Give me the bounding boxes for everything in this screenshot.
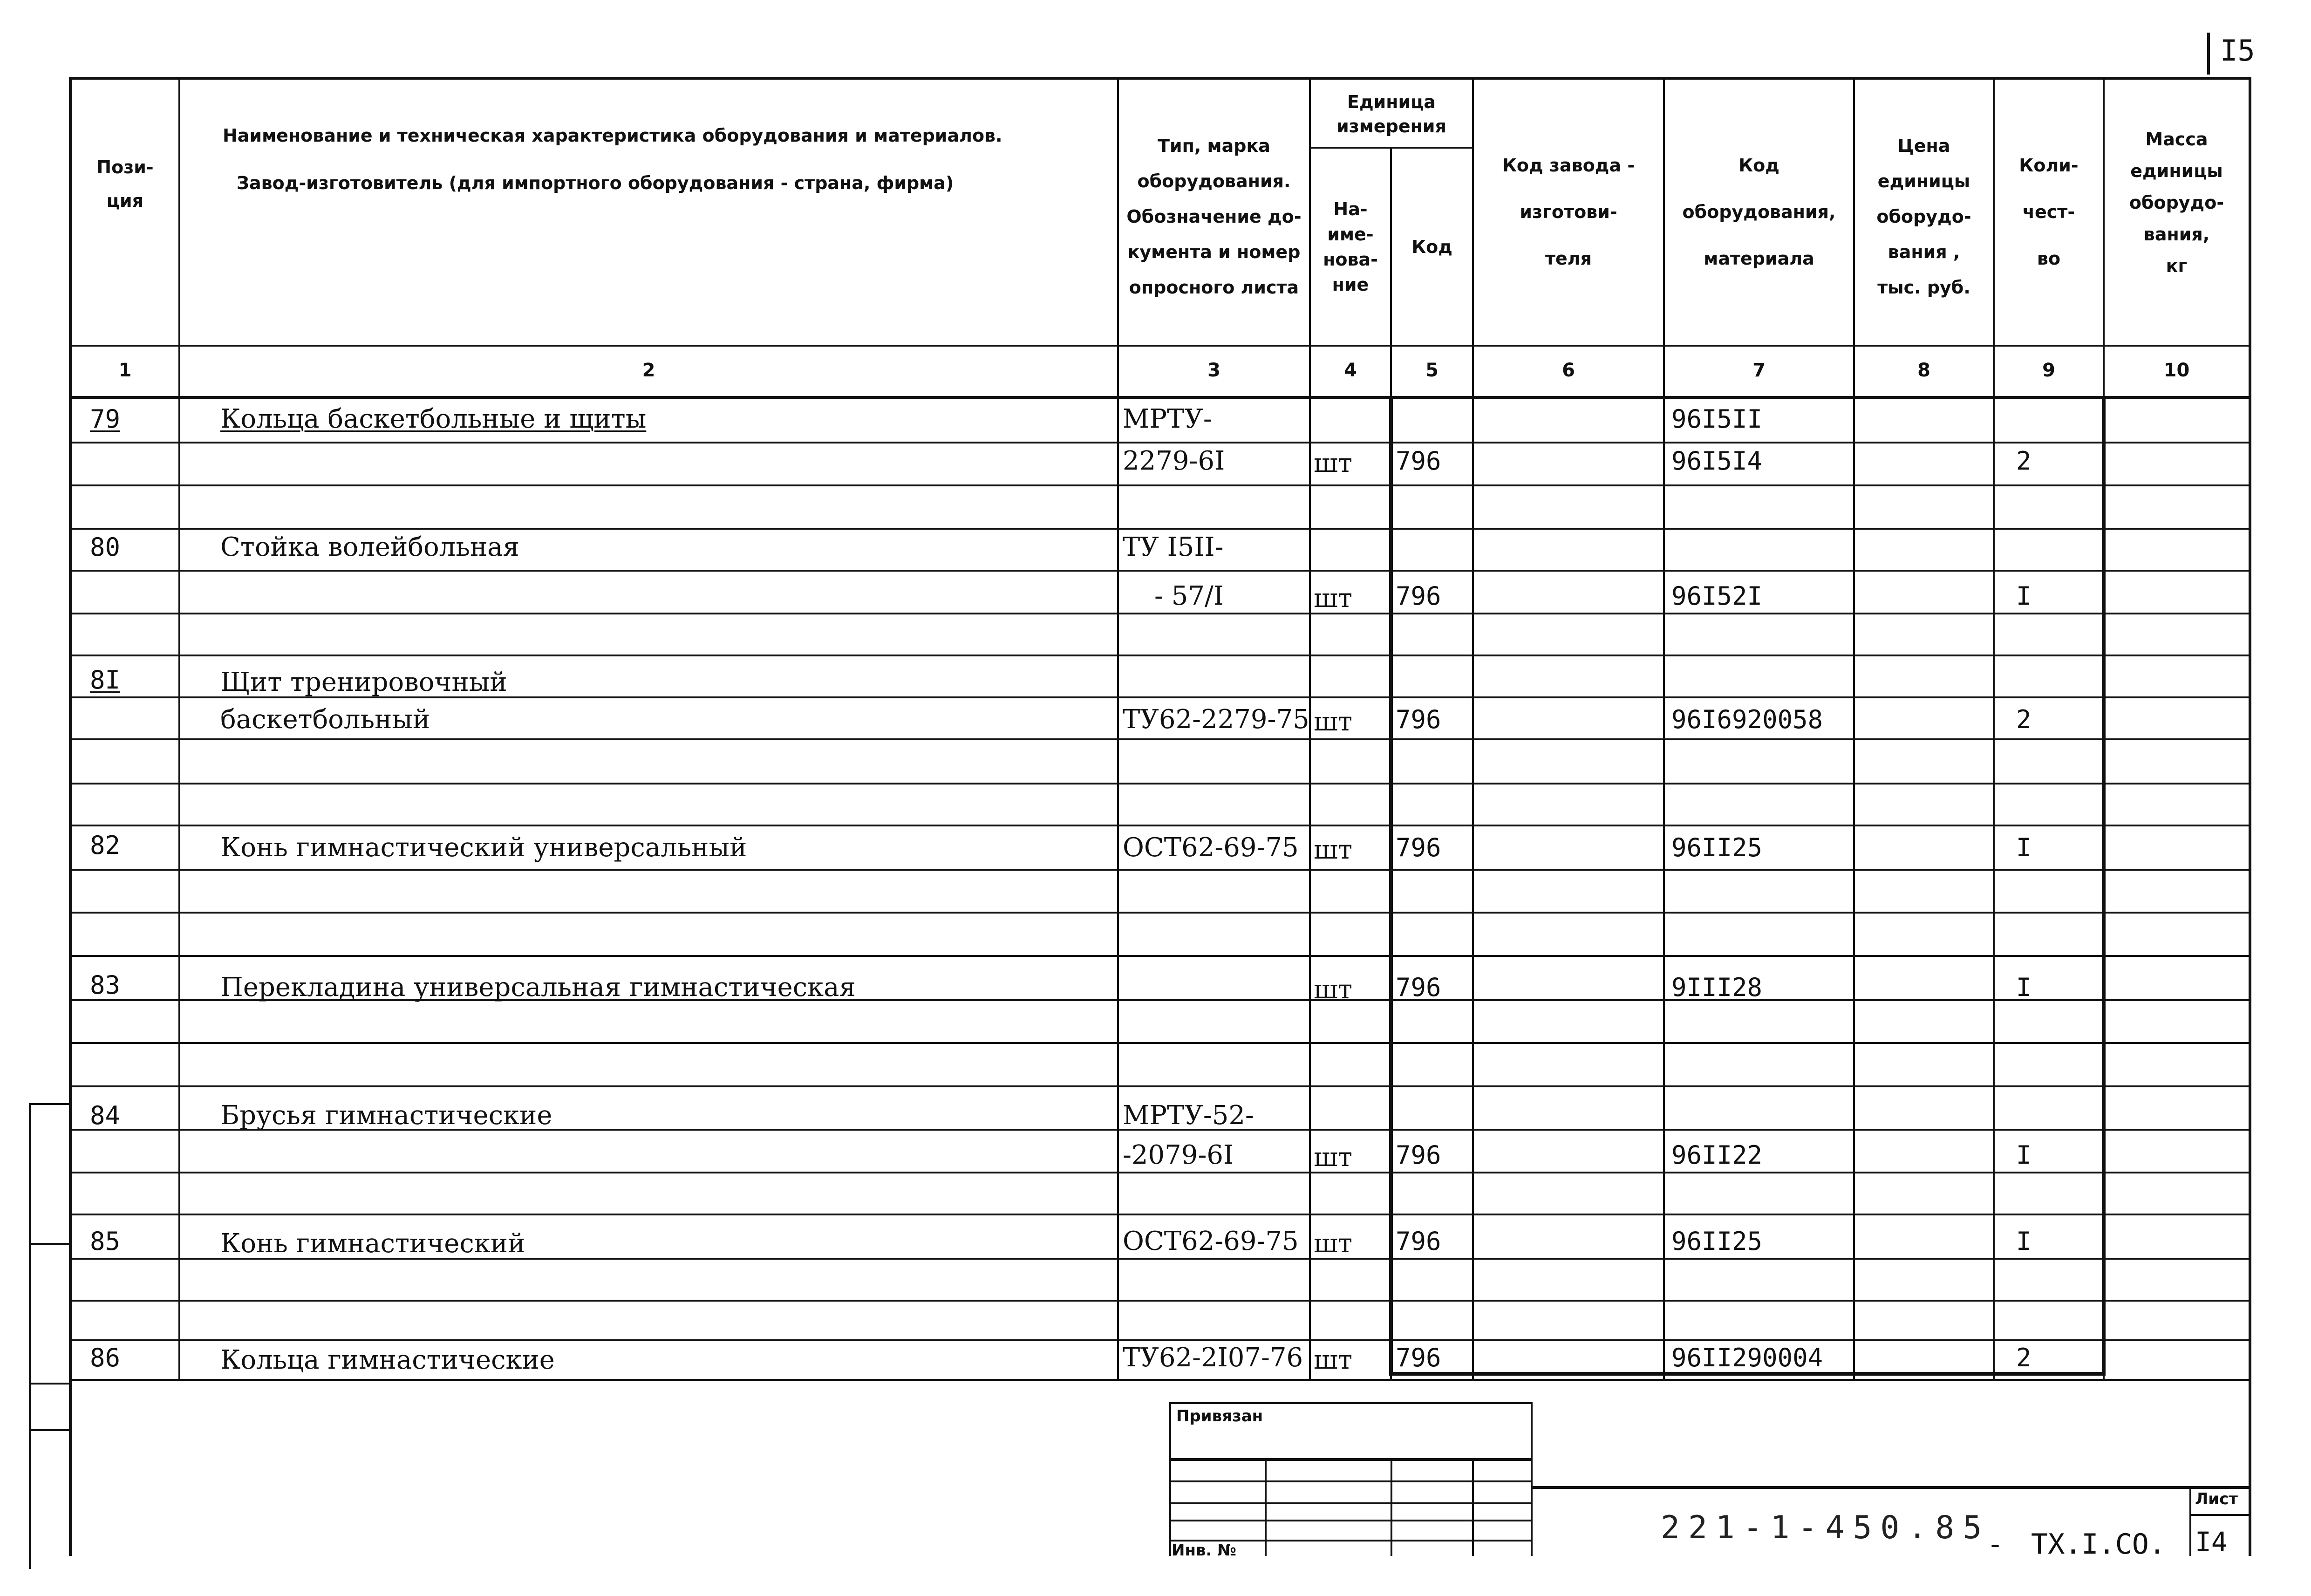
row-unit: шт <box>1314 707 1353 737</box>
row-position: 83 <box>90 970 121 1000</box>
row-equipment-code: 96II290004 <box>1671 1343 1823 1372</box>
row-position: 8I <box>90 665 121 695</box>
row-name: Перекладина универсальная гимнастическая <box>220 972 856 1003</box>
row-name: Конь гимнастический <box>220 1228 525 1259</box>
row-unit: шт <box>1314 1228 1353 1259</box>
row-equipment-code: 96II22 <box>1671 1140 1763 1170</box>
row-type: ОСТ62-69-75 <box>1123 832 1299 863</box>
row-unit-code: 796 <box>1396 705 1441 734</box>
row-quantity: I <box>2016 581 2031 611</box>
row-unit: шт <box>1314 1345 1353 1375</box>
row-name: Щит тренировочный <box>220 667 507 697</box>
header-price: Цена единицы оборудо- вания , тыс. руб. <box>1876 136 1971 298</box>
row-equipment-code: 96I6920058 <box>1671 705 1823 734</box>
dash: - <box>1987 1528 2004 1561</box>
row-quantity: 2 <box>2016 446 2031 476</box>
row-unit: шт <box>1314 1142 1353 1173</box>
sheet-label: Лист <box>2195 1490 2238 1508</box>
row-quantity: I <box>2016 833 2031 862</box>
column-number: 3 <box>1207 360 1220 381</box>
row-quantity: I <box>2016 1140 2031 1170</box>
row-name: баскетбольный <box>220 704 430 735</box>
header-name: Наименование и техническая характеристика оборудования и материалов. Завод-изготовитель (для импортного оборудования - страна, фирма) <box>223 125 1002 193</box>
row-type: 2279-6I <box>1123 446 1225 476</box>
column-number: 7 <box>1752 360 1766 381</box>
column-number: 9 <box>2042 360 2055 381</box>
row-type: ОСТ62-69-75 <box>1123 1226 1299 1256</box>
row-quantity: 2 <box>2016 1343 2031 1372</box>
row-name: Конь гимнастический универсальный <box>220 832 747 863</box>
row-unit: шт <box>1314 583 1353 614</box>
row-name: Кольца гимнастические <box>220 1345 555 1375</box>
row-type: ТУ62-2I07-76 <box>1123 1343 1303 1373</box>
row-position: 79 <box>90 404 121 434</box>
row-unit-code: 796 <box>1396 1140 1441 1170</box>
column-number: 2 <box>642 360 655 381</box>
column-number: 4 <box>1344 360 1357 381</box>
section-code: TX.I.CO. <box>2031 1528 2166 1561</box>
row-equipment-code: 96I5I4 <box>1671 446 1763 476</box>
row-name: Стойка волейбольная <box>220 532 519 562</box>
row-unit-code: 796 <box>1396 973 1441 1002</box>
row-position: 82 <box>90 831 121 860</box>
column-number: 1 <box>118 360 132 381</box>
header-quantity: Коли- чест- во <box>2019 155 2079 269</box>
sheet-number: I4 <box>2195 1526 2228 1558</box>
row-type: МРТУ-52- <box>1123 1100 1254 1131</box>
header-unit-group: Единица измерения <box>1336 92 1446 136</box>
row-equipment-code: 96I52I <box>1671 581 1763 611</box>
row-type: МРТУ- <box>1123 404 1212 434</box>
header-factory-code: Код завода - изготови- теля <box>1502 155 1635 269</box>
row-position: 80 <box>90 532 121 562</box>
row-position: 85 <box>90 1227 121 1256</box>
row-unit-code: 796 <box>1396 446 1441 476</box>
row-position: 86 <box>90 1343 121 1372</box>
row-equipment-code: 96II25 <box>1671 1227 1763 1256</box>
row-unit: шт <box>1314 975 1353 1005</box>
row-equipment-code: 96I5II <box>1671 404 1763 434</box>
row-type: ТУ62-2279-75 <box>1123 704 1309 735</box>
document-code: 221-1-450.85 <box>1661 1509 1991 1546</box>
row-equipment-code: 96II25 <box>1671 833 1763 862</box>
row-name: Кольца баскетбольные и щиты <box>220 404 647 434</box>
row-quantity: I <box>2016 973 2031 1002</box>
header-equipment-code: Код оборудования, материала <box>1682 155 1836 269</box>
row-quantity: 2 <box>2016 705 2031 734</box>
header-unit-code: Код <box>1411 237 1452 257</box>
specification-table <box>69 77 2250 1381</box>
margin-binding-line <box>29 1103 31 1569</box>
column-number: 10 <box>2163 360 2190 381</box>
column-number: 8 <box>1917 360 1930 381</box>
row-equipment-code: 9III28 <box>1671 973 1763 1002</box>
row-unit-code: 796 <box>1396 1227 1441 1256</box>
stamp-inv-label: Инв. № <box>1172 1541 1237 1560</box>
row-unit: шт <box>1314 835 1353 865</box>
row-unit: шт <box>1314 448 1353 478</box>
row-type: -2079-6I <box>1123 1140 1234 1170</box>
row-position: 84 <box>90 1101 121 1130</box>
row-type: - 57/I <box>1154 581 1224 611</box>
header-unit-name: На- име- нова- ние <box>1323 199 1378 295</box>
stamp-bound-label: Привязан <box>1176 1407 1263 1425</box>
header-position: Пози- ция <box>96 157 154 211</box>
page-corner-number: I5 <box>2207 28 2311 79</box>
row-name: Брусья гимнастические <box>220 1100 552 1131</box>
row-unit-code: 796 <box>1396 1343 1441 1372</box>
column-number: 6 <box>1562 360 1575 381</box>
header-type: Тип, марка оборудования. Обозначение до- кумента и номер опросного листа <box>1126 136 1302 298</box>
column-number: 5 <box>1425 360 1438 381</box>
header-mass: Масса единицы оборудо- вания, кг <box>2129 129 2224 276</box>
row-quantity: I <box>2016 1227 2031 1256</box>
row-unit-code: 796 <box>1396 833 1441 862</box>
row-type: ТУ I5II- <box>1123 532 1224 562</box>
row-unit-code: 796 <box>1396 581 1441 611</box>
